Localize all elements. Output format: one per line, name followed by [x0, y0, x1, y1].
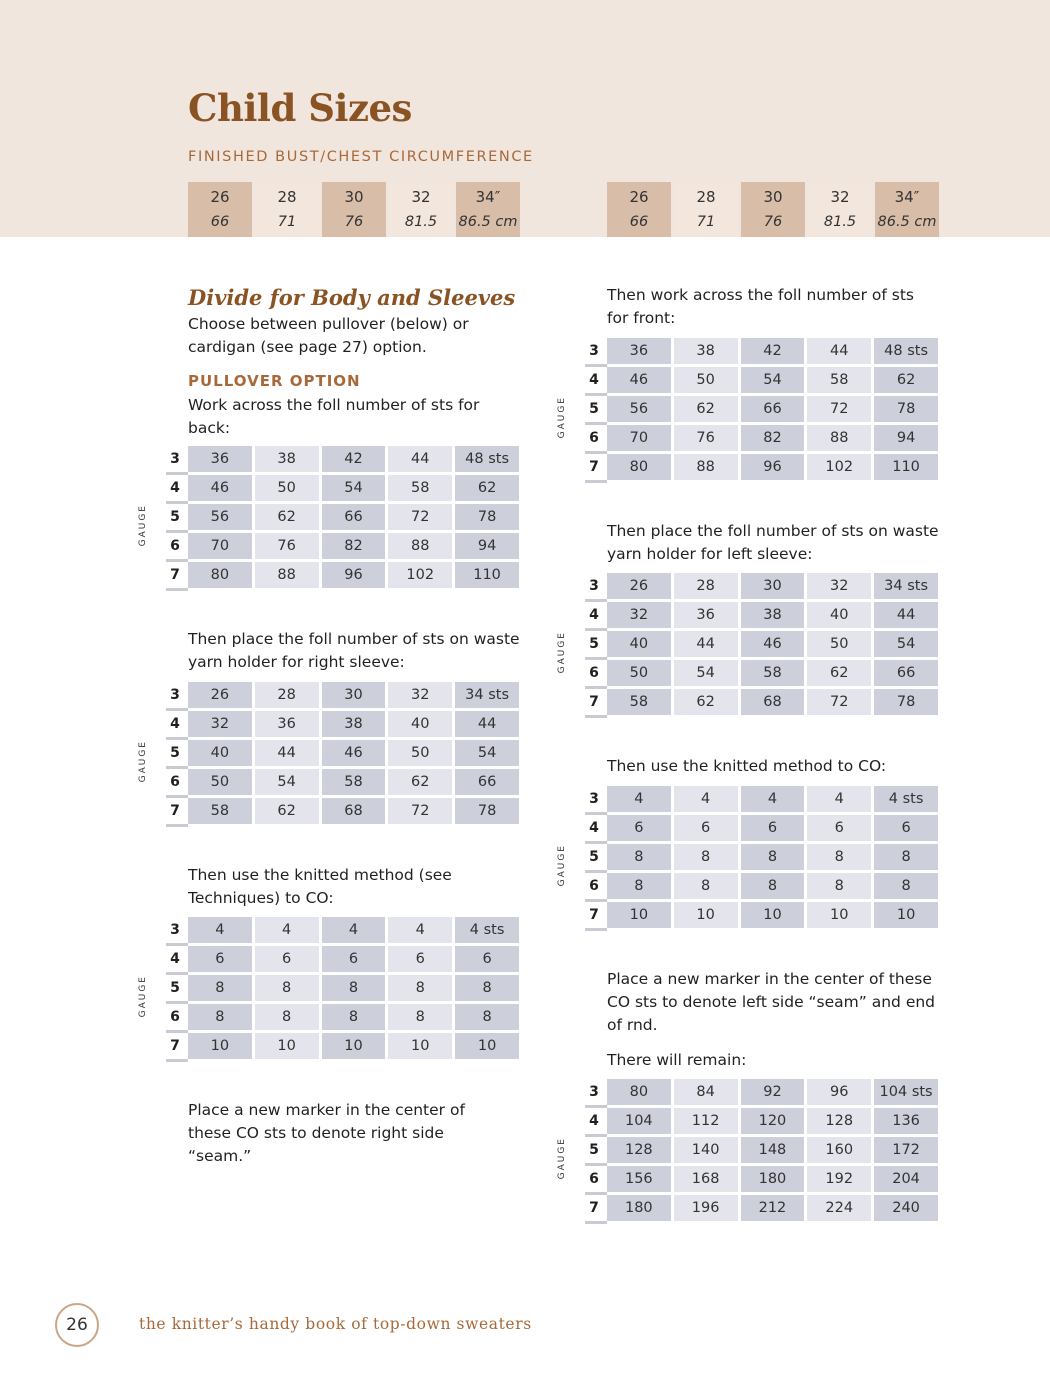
- gauge-number: 6: [581, 425, 607, 454]
- left-sleeve-instruction: Then place the foll number of sts on waste yarn holder for left sleeve:: [607, 522, 939, 563]
- table-cell: 6: [741, 815, 805, 844]
- gauge-number: 5: [162, 504, 188, 533]
- table-cell: 8: [255, 975, 319, 1004]
- table-cell: 50: [388, 740, 452, 769]
- table-cell: 120: [741, 1108, 805, 1137]
- table-cell: 40: [388, 711, 452, 740]
- table-cell: 36: [188, 446, 252, 475]
- right-sleeve-instruction: Then place the foll number of sts on waste yarn holder for right sleeve:: [188, 630, 520, 671]
- gauge-number: 5: [581, 631, 607, 660]
- gauge-table-right-sleeve: [138, 682, 522, 827]
- gauge-number: 7: [162, 798, 188, 827]
- table-row: [581, 338, 941, 367]
- table-cell: 8: [874, 844, 938, 873]
- table-cell: 180: [741, 1166, 805, 1195]
- table-row: [581, 631, 941, 660]
- gauge-number: 3: [162, 446, 188, 475]
- size-cell: 30 76: [741, 182, 805, 237]
- table-cell: 28: [674, 573, 738, 602]
- table-cell: 104 sts: [874, 1079, 938, 1108]
- table-cell: 58: [741, 660, 805, 689]
- table-cell: 30: [322, 682, 386, 711]
- size-header-left: [188, 182, 523, 237]
- table-row: [162, 711, 522, 740]
- size-cell: 30 76: [322, 182, 386, 237]
- table-cell: 58: [188, 798, 252, 827]
- table-row: [162, 1033, 522, 1062]
- table-cell: 8: [455, 975, 519, 1004]
- gauge-number: 7: [162, 1033, 188, 1062]
- table-cell: 8: [188, 975, 252, 1004]
- gauge-number: 4: [162, 711, 188, 740]
- size-cell: 34″ 86.5 cm: [875, 182, 939, 237]
- table-row: [581, 1166, 941, 1195]
- table-row: [581, 844, 941, 873]
- table-cell: 58: [807, 367, 871, 396]
- gauge-number: 6: [162, 769, 188, 798]
- table-cell: 54: [674, 660, 738, 689]
- gauge-number: 6: [162, 1004, 188, 1033]
- table-row: [581, 1079, 941, 1108]
- table-cell: 4 sts: [455, 917, 519, 946]
- gauge-table-remain: [557, 1079, 941, 1224]
- gauge-number: 7: [581, 1195, 607, 1224]
- table-cell: 148: [741, 1137, 805, 1166]
- table-cell: 128: [607, 1137, 671, 1166]
- gauge-number: 6: [581, 1166, 607, 1195]
- table-cell: 44: [388, 446, 452, 475]
- table-cell: 32: [807, 573, 871, 602]
- co-instruction-left: Then use the knitted method (see Techniques) to CO:: [188, 866, 452, 907]
- gauge-label: GAUGE: [557, 1137, 567, 1180]
- size-header-right: [607, 182, 942, 237]
- table-cell: 112: [674, 1108, 738, 1137]
- table-cell: 204: [874, 1166, 938, 1195]
- table-row: [162, 682, 522, 711]
- table-cell: 26: [188, 682, 252, 711]
- table-cell: 62: [807, 660, 871, 689]
- gauge-number: 4: [162, 946, 188, 975]
- table-cell: 54: [255, 769, 319, 798]
- gauge-number: 5: [581, 844, 607, 873]
- gauge-number: 3: [581, 338, 607, 367]
- table-cell: 88: [255, 562, 319, 591]
- table-cell: 8: [674, 873, 738, 902]
- table-cell: 54: [322, 475, 386, 504]
- table-cell: 68: [741, 689, 805, 718]
- table-cell: 50: [807, 631, 871, 660]
- table-cell: 78: [874, 396, 938, 425]
- gauge-number: 7: [581, 902, 607, 931]
- table-cell: 8: [455, 1004, 519, 1033]
- table-cell: 8: [807, 844, 871, 873]
- remain-instruction: There will remain:: [607, 1051, 747, 1069]
- table-cell: 80: [607, 454, 671, 483]
- size-cell: 26 66: [607, 182, 671, 237]
- table-cell: 32: [607, 602, 671, 631]
- table-cell: 78: [455, 798, 519, 827]
- table-cell: 36: [674, 602, 738, 631]
- table-cell: 46: [322, 740, 386, 769]
- table-cell: 4: [741, 786, 805, 815]
- gauge-label: GAUGE: [557, 631, 567, 674]
- table-cell: 48 sts: [874, 338, 938, 367]
- gauge-table-left-sleeve: [557, 573, 941, 718]
- gauge-number: 6: [581, 660, 607, 689]
- table-cell: 54: [741, 367, 805, 396]
- gauge-label: GAUGE: [138, 740, 148, 783]
- size-cell: 32 81.5: [808, 182, 872, 237]
- table-cell: 8: [322, 1004, 386, 1033]
- table-cell: 4: [807, 786, 871, 815]
- table-cell: 6: [188, 946, 252, 975]
- table-cell: 40: [807, 602, 871, 631]
- table-cell: 6: [874, 815, 938, 844]
- table-row: [581, 454, 941, 483]
- table-cell: 88: [807, 425, 871, 454]
- gauge-number: 7: [581, 454, 607, 483]
- table-cell: 172: [874, 1137, 938, 1166]
- left-marker-instruction: Place a new marker in the center of these CO sts to denote left side “seam” and end of rnd.: [607, 970, 936, 1034]
- table-cell: 26: [607, 573, 671, 602]
- table-cell: 96: [741, 454, 805, 483]
- size-cell: 32 81.5: [389, 182, 453, 237]
- table-cell: 58: [607, 689, 671, 718]
- back-instruction: Work across the foll number of sts for back:: [188, 396, 480, 437]
- table-cell: 28: [255, 682, 319, 711]
- table-row: [162, 975, 522, 1004]
- table-cell: 128: [807, 1108, 871, 1137]
- table-cell: 94: [455, 533, 519, 562]
- table-cell: 62: [874, 367, 938, 396]
- table-cell: 34 sts: [874, 573, 938, 602]
- table-cell: 140: [674, 1137, 738, 1166]
- table-cell: 66: [741, 396, 805, 425]
- table-cell: 30: [741, 573, 805, 602]
- table-cell: 10: [741, 902, 805, 931]
- table-cell: 6: [807, 815, 871, 844]
- table-cell: 10: [874, 902, 938, 931]
- table-cell: 48 sts: [455, 446, 519, 475]
- table-cell: 36: [255, 711, 319, 740]
- table-cell: 4: [674, 786, 738, 815]
- gauge-number: 3: [581, 1079, 607, 1108]
- table-row: [162, 917, 522, 946]
- table-cell: 62: [388, 769, 452, 798]
- table-cell: 8: [388, 975, 452, 1004]
- table-cell: 34 sts: [455, 682, 519, 711]
- table-row: [162, 769, 522, 798]
- co-instruction-right: Then use the knitted method to CO:: [607, 757, 887, 775]
- table-cell: 56: [607, 396, 671, 425]
- gauge-label: GAUGE: [557, 396, 567, 439]
- table-cell: 110: [455, 562, 519, 591]
- table-cell: 62: [255, 504, 319, 533]
- size-cell: 34″ 86.5 cm: [456, 182, 520, 237]
- table-row: [162, 740, 522, 769]
- table-cell: 224: [807, 1195, 871, 1224]
- table-cell: 88: [388, 533, 452, 562]
- table-cell: 10: [807, 902, 871, 931]
- table-cell: 72: [388, 798, 452, 827]
- table-cell: 40: [188, 740, 252, 769]
- table-cell: 62: [674, 396, 738, 425]
- table-cell: 66: [455, 769, 519, 798]
- gauge-number: 3: [581, 573, 607, 602]
- table-cell: 96: [807, 1079, 871, 1108]
- table-cell: 46: [607, 367, 671, 396]
- table-row: [581, 815, 941, 844]
- table-cell: 4: [322, 917, 386, 946]
- table-cell: 46: [188, 475, 252, 504]
- gauge-number: 6: [162, 533, 188, 562]
- gauge-label: GAUGE: [138, 975, 148, 1018]
- page-number: 26: [55, 1303, 99, 1347]
- table-cell: 66: [874, 660, 938, 689]
- section-heading: Divide for Body and Sleeves: [188, 285, 516, 310]
- table-row: [162, 798, 522, 827]
- table-row: [162, 475, 522, 504]
- table-cell: 8: [741, 844, 805, 873]
- size-cell: 28 71: [674, 182, 738, 237]
- table-cell: 46: [741, 631, 805, 660]
- front-instruction: Then work across the foll number of sts for front:: [607, 286, 914, 327]
- table-cell: 104: [607, 1108, 671, 1137]
- table-cell: 4: [255, 917, 319, 946]
- table-cell: 58: [388, 475, 452, 504]
- table-cell: 58: [322, 769, 386, 798]
- table-row: [162, 946, 522, 975]
- gauge-number: 5: [581, 1137, 607, 1166]
- table-cell: 70: [607, 425, 671, 454]
- table-cell: 10: [255, 1033, 319, 1062]
- gauge-table-back: [138, 446, 522, 591]
- table-cell: 10: [674, 902, 738, 931]
- table-row: [581, 425, 941, 454]
- table-cell: 8: [188, 1004, 252, 1033]
- gauge-number: 4: [162, 475, 188, 504]
- table-row: [581, 1108, 941, 1137]
- table-row: [162, 562, 522, 591]
- table-cell: 44: [874, 602, 938, 631]
- book-title: the knitter’s handy book of top-down sweaters: [139, 1315, 532, 1333]
- table-cell: 42: [322, 446, 386, 475]
- table-cell: 80: [607, 1079, 671, 1108]
- table-cell: 72: [807, 396, 871, 425]
- table-row: [581, 902, 941, 931]
- table-cell: 4 sts: [874, 786, 938, 815]
- table-cell: 102: [388, 562, 452, 591]
- table-cell: 32: [388, 682, 452, 711]
- table-cell: 38: [741, 602, 805, 631]
- gauge-number: 4: [581, 1108, 607, 1137]
- table-cell: 62: [255, 798, 319, 827]
- gauge-table-front: [557, 338, 941, 483]
- table-cell: 44: [807, 338, 871, 367]
- table-row: [581, 786, 941, 815]
- table-cell: 62: [674, 689, 738, 718]
- table-cell: 6: [674, 815, 738, 844]
- table-cell: 10: [607, 902, 671, 931]
- gauge-number: 3: [162, 917, 188, 946]
- table-cell: 94: [874, 425, 938, 454]
- table-cell: 50: [255, 475, 319, 504]
- table-cell: 8: [607, 873, 671, 902]
- table-cell: 38: [322, 711, 386, 740]
- page-title: Child Sizes: [188, 86, 412, 130]
- table-cell: 110: [874, 454, 938, 483]
- table-cell: 10: [388, 1033, 452, 1062]
- table-cell: 6: [455, 946, 519, 975]
- table-cell: 4: [388, 917, 452, 946]
- gauge-table-co-right: [557, 786, 941, 931]
- table-cell: 70: [188, 533, 252, 562]
- gauge-number: 5: [162, 975, 188, 1004]
- table-cell: 136: [874, 1108, 938, 1137]
- table-row: [581, 1137, 941, 1166]
- table-cell: 8: [674, 844, 738, 873]
- table-cell: 4: [188, 917, 252, 946]
- table-cell: 78: [874, 689, 938, 718]
- gauge-label: GAUGE: [557, 844, 567, 887]
- table-cell: 44: [255, 740, 319, 769]
- gauge-number: 7: [162, 562, 188, 591]
- table-row: [581, 396, 941, 425]
- table-cell: 50: [674, 367, 738, 396]
- table-cell: 50: [607, 660, 671, 689]
- table-cell: 82: [322, 533, 386, 562]
- table-cell: 6: [607, 815, 671, 844]
- table-cell: 88: [674, 454, 738, 483]
- table-cell: 8: [388, 1004, 452, 1033]
- table-cell: 42: [741, 338, 805, 367]
- table-cell: 68: [322, 798, 386, 827]
- table-cell: 36: [607, 338, 671, 367]
- table-cell: 66: [322, 504, 386, 533]
- table-cell: 240: [874, 1195, 938, 1224]
- intro-text: Choose between pullover (below) or cardigan (see page 27) option.: [188, 315, 469, 356]
- table-row: [581, 660, 941, 689]
- table-cell: 78: [455, 504, 519, 533]
- table-cell: 8: [607, 844, 671, 873]
- table-cell: 196: [674, 1195, 738, 1224]
- table-cell: 54: [874, 631, 938, 660]
- table-cell: 156: [607, 1166, 671, 1195]
- table-cell: 10: [188, 1033, 252, 1062]
- table-cell: 72: [807, 689, 871, 718]
- table-cell: 4: [607, 786, 671, 815]
- size-cell: 26 66: [188, 182, 252, 237]
- gauge-number: 4: [581, 602, 607, 631]
- table-cell: 6: [322, 946, 386, 975]
- gauge-number: 4: [581, 815, 607, 844]
- table-cell: 92: [741, 1079, 805, 1108]
- table-row: [162, 533, 522, 562]
- table-cell: 102: [807, 454, 871, 483]
- table-cell: 8: [255, 1004, 319, 1033]
- gauge-number: 3: [162, 682, 188, 711]
- table-cell: 168: [674, 1166, 738, 1195]
- table-row: [162, 446, 522, 475]
- table-row: [162, 504, 522, 533]
- table-cell: 82: [741, 425, 805, 454]
- table-cell: 50: [188, 769, 252, 798]
- table-cell: 40: [607, 631, 671, 660]
- table-cell: 38: [255, 446, 319, 475]
- table-cell: 44: [674, 631, 738, 660]
- gauge-number: 4: [581, 367, 607, 396]
- pullover-subhead: PULLOVER OPTION: [188, 372, 361, 390]
- gauge-number: 6: [581, 873, 607, 902]
- table-cell: 84: [674, 1079, 738, 1108]
- table-row: [581, 689, 941, 718]
- table-cell: 212: [741, 1195, 805, 1224]
- table-cell: 8: [322, 975, 386, 1004]
- table-row: [162, 1004, 522, 1033]
- table-row: [581, 873, 941, 902]
- table-cell: 160: [807, 1137, 871, 1166]
- table-cell: 180: [607, 1195, 671, 1224]
- table-row: [581, 367, 941, 396]
- table-cell: 76: [674, 425, 738, 454]
- gauge-number: 5: [581, 396, 607, 425]
- table-cell: 8: [741, 873, 805, 902]
- table-cell: 72: [388, 504, 452, 533]
- table-row: [581, 573, 941, 602]
- gauge-number: 3: [581, 786, 607, 815]
- table-cell: 54: [455, 740, 519, 769]
- table-cell: 10: [455, 1033, 519, 1062]
- table-cell: 76: [255, 533, 319, 562]
- gauge-number: 5: [162, 740, 188, 769]
- table-cell: 62: [455, 475, 519, 504]
- table-cell: 192: [807, 1166, 871, 1195]
- table-cell: 8: [874, 873, 938, 902]
- size-cell: 28 71: [255, 182, 319, 237]
- table-cell: 96: [322, 562, 386, 591]
- table-cell: 32: [188, 711, 252, 740]
- table-row: [581, 602, 941, 631]
- right-marker-instruction: Place a new marker in the center of these CO sts to denote right side “seam.”: [188, 1101, 465, 1165]
- table-cell: 10: [322, 1033, 386, 1062]
- table-cell: 6: [388, 946, 452, 975]
- table-row: [581, 1195, 941, 1224]
- table-cell: 6: [255, 946, 319, 975]
- table-cell: 56: [188, 504, 252, 533]
- gauge-table-co-left: [138, 917, 522, 1062]
- table-cell: 80: [188, 562, 252, 591]
- table-cell: 44: [455, 711, 519, 740]
- page-subtitle: FINISHED BUST/CHEST CIRCUMFERENCE: [188, 149, 534, 165]
- gauge-number: 7: [581, 689, 607, 718]
- table-cell: 38: [674, 338, 738, 367]
- gauge-label: GAUGE: [138, 504, 148, 547]
- table-cell: 8: [807, 873, 871, 902]
